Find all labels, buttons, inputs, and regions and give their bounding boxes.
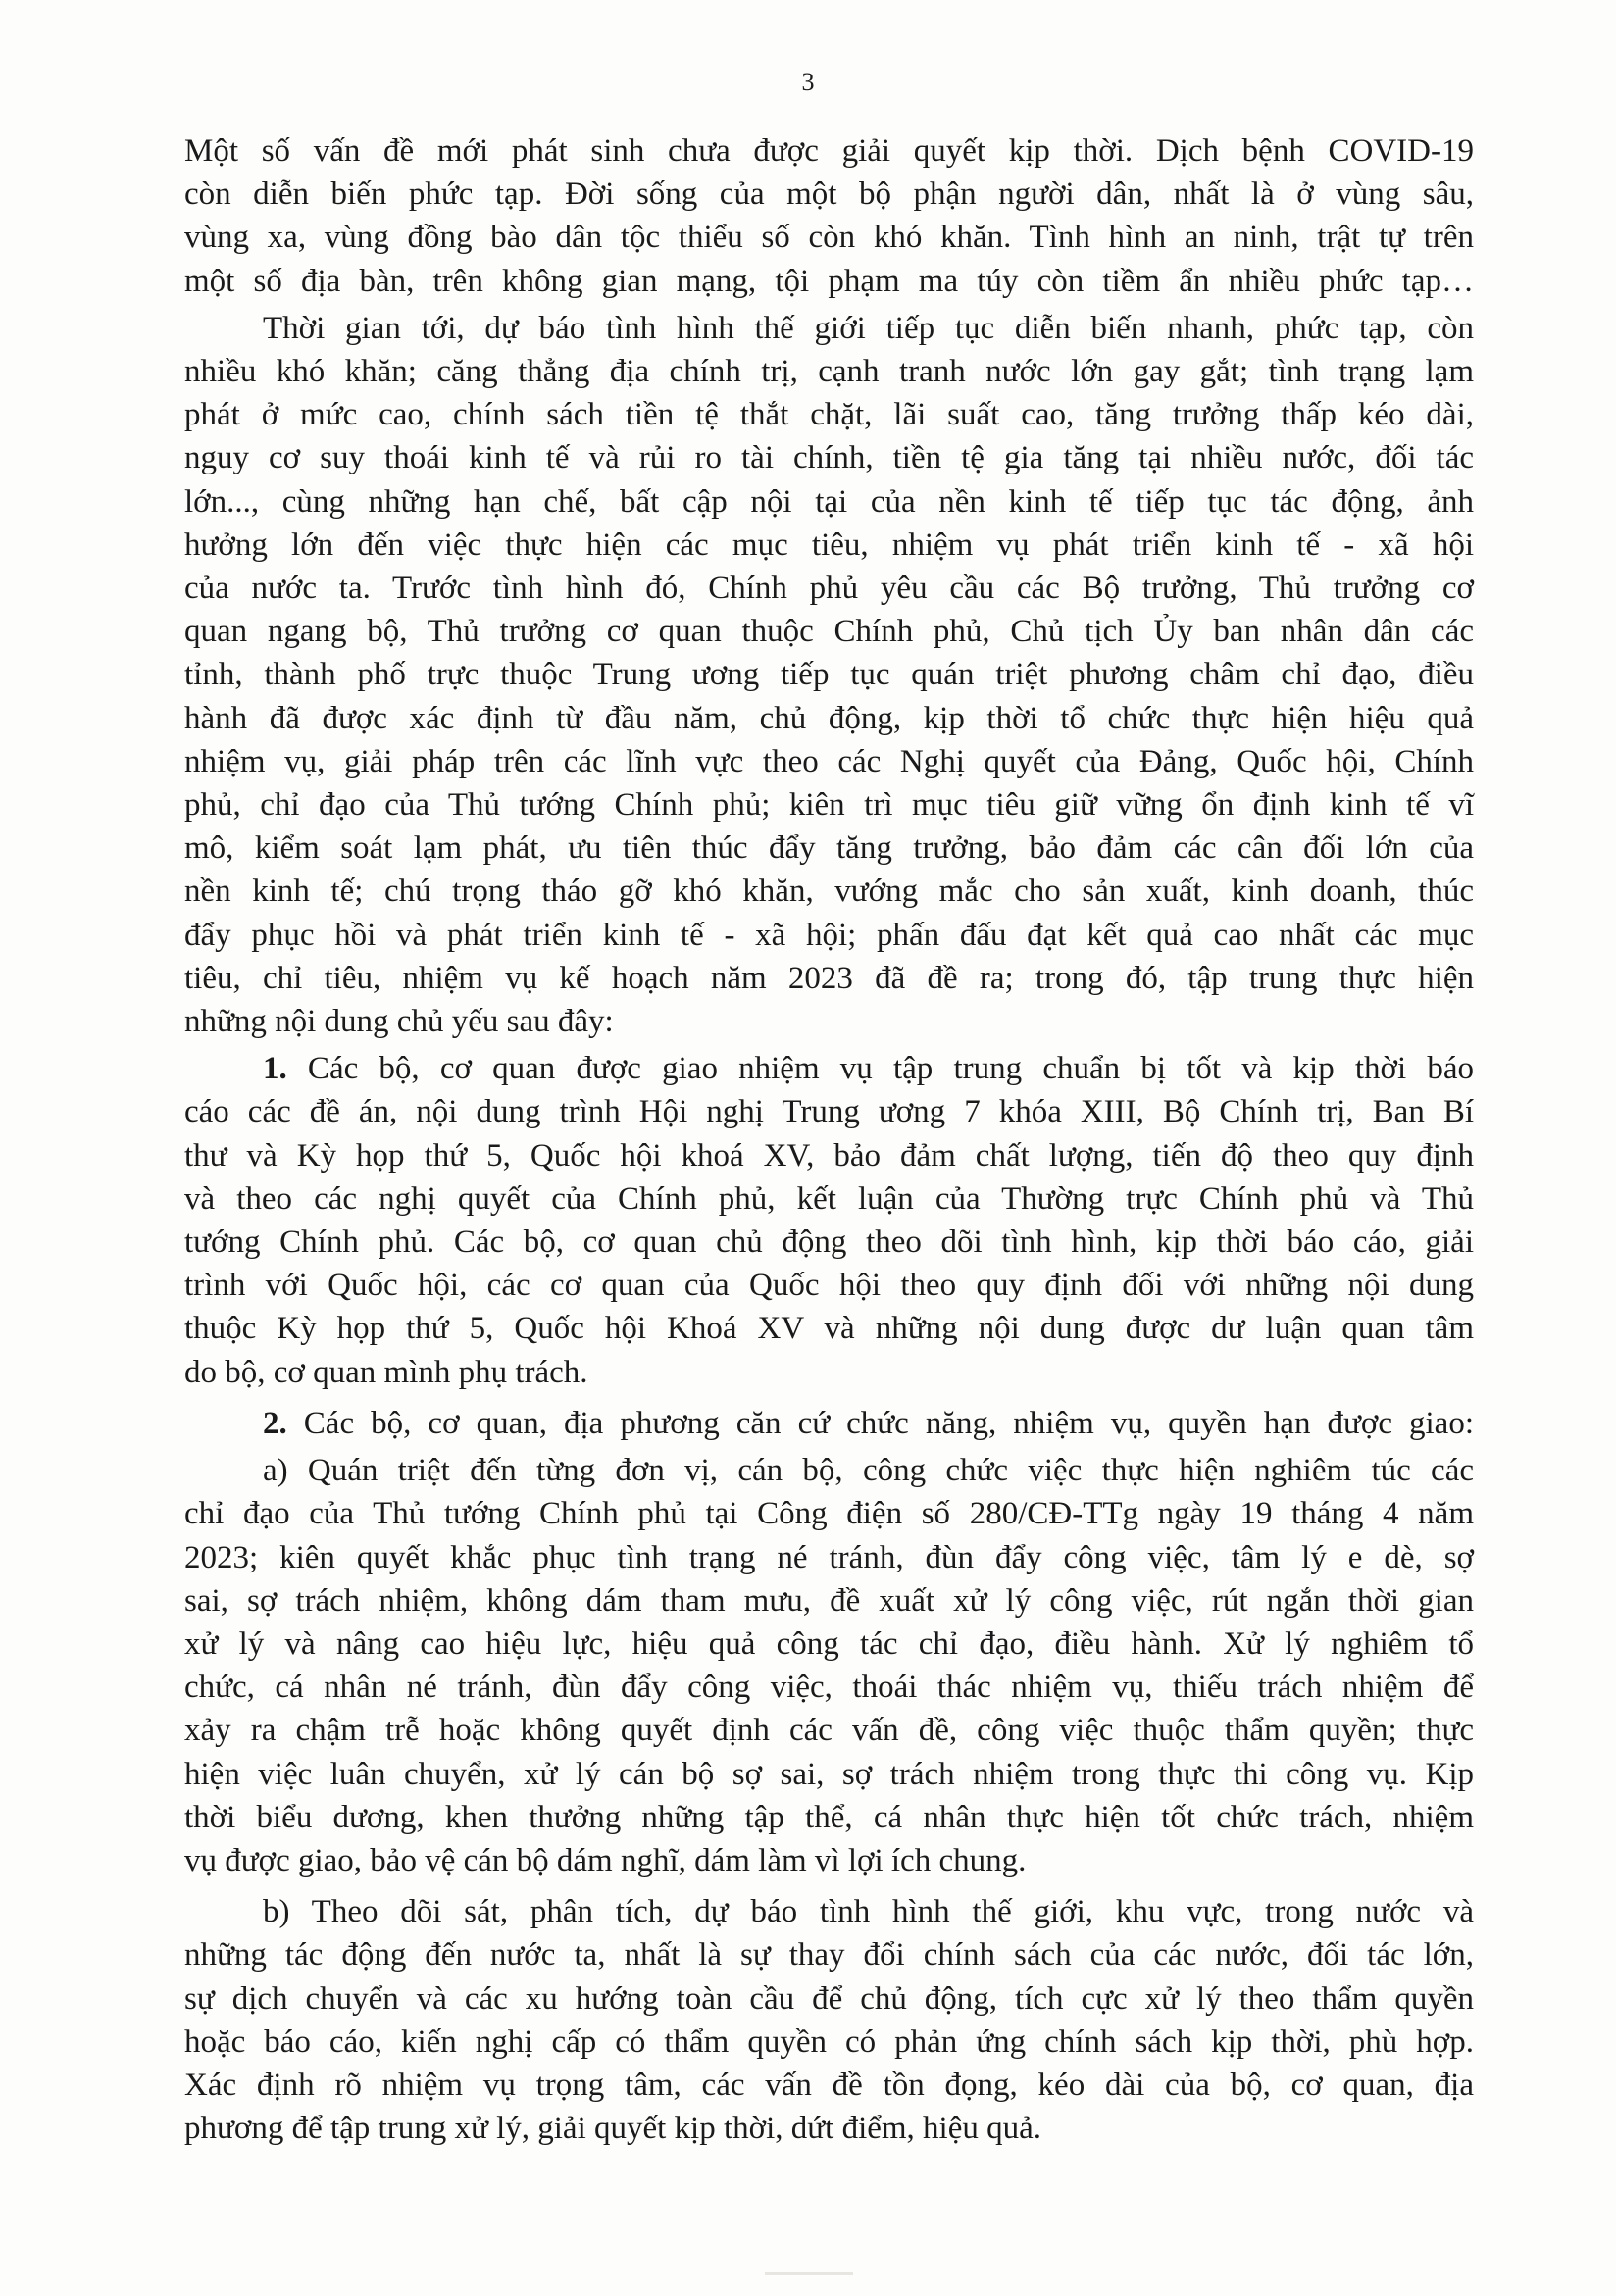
text-line: những nội dung chủ yếu sau đây: xyxy=(184,1004,614,1040)
paragraph-outlook xyxy=(184,307,1474,1043)
text-line: b) Theo dõi sát, phân tích, dự báo tình hình thế giới, khu vực, trong nước và xyxy=(263,1894,1474,1930)
text-line: Xác định rõ nhiệm vụ trọng tâm, các vấn đề tồn đọng, kéo dài của bộ, cơ quan, địa xyxy=(184,2067,1474,2103)
text-line: a) Quán triệt đến từng đơn vị, cán bộ, công chức việc thực hiện nghiêm túc các xyxy=(263,1453,1474,1489)
text-line: phát ở mức cao, chính sách tiền tệ thắt chặt, lãi suất cao, tăng trưởng thấp kéo dài, xyxy=(184,397,1474,433)
text-line: hiện việc luân chuyển, xử lý cán bộ sợ sai, sợ trách nhiệm trong thực thi công vụ. Kịp xyxy=(184,1756,1474,1792)
text-line: quan ngang bộ, Thủ trưởng cơ quan thuộc Chính phủ, Chủ tịch Ủy ban nhân dân các xyxy=(184,614,1474,650)
text-line: Thời gian tới, dự báo tình hình thế giới tiếp tục diễn biến nhanh, phức tạp, còn xyxy=(263,310,1474,346)
text-line: sự dịch chuyển và các xu hướng toàn cầu để chủ động, tích cực xử lý theo thẩm quyền xyxy=(184,1980,1474,2017)
text-line: tiêu, chỉ tiêu, nhiệm vụ kế hoạch năm 2023 đã đề ra; trong đó, tập trung thực hiện xyxy=(184,960,1474,996)
text-line: trình với Quốc hội, các cơ quan của Quốc hội theo quy định đối với những nội dung xyxy=(184,1268,1474,1304)
text-line: Một số vấn đề mới phát sinh chưa được giải quyết kịp thời. Dịch bệnh COVID-19 xyxy=(184,133,1474,169)
text-run: Các bộ, cơ quan, địa phương căn cứ chức năng, nhiệm vụ, quyền hạn được giao: xyxy=(286,1405,1474,1441)
text-line: hoặc báo cáo, kiến nghị cấp có thẩm quyền có phản ứng chính sách kịp thời, phù hợp. xyxy=(184,2023,1474,2060)
text-line: lớn..., cùng những hạn chế, bất cập nội tại của nền kinh tế tiếp tục tác động, ảnh xyxy=(184,483,1474,520)
text-line: thư và Kỳ họp thứ 5, Quốc hội khoá XV, bảo đảm chất lượng, tiến độ theo quy định xyxy=(184,1137,1474,1173)
text-line: còn diễn biến phức tạp. Đời sống của một bộ phận người dân, nhất là ở vùng sâu, xyxy=(184,176,1474,213)
text-line: tỉnh, thành phố trực thuộc Trung ương tiếp tục quán triệt phương châm chỉ đạo, điều xyxy=(184,657,1474,693)
text-line: cáo các đề án, nội dung trình Hội nghị Trung ương 7 khóa XIII, Bộ Chính trị, Ban Bí xyxy=(184,1094,1474,1130)
text-line: nền kinh tế; chú trọng tháo gỡ khó khăn, vướng mắc cho sản xuất, kinh doanh, thúc xyxy=(184,873,1474,910)
paragraph-item-2a xyxy=(184,1449,1474,1882)
text-line: của nước ta. Trước tình hình đó, Chính phủ yêu cầu các Bộ trưởng, Thủ trưởng cơ xyxy=(184,571,1474,607)
text-line: vụ được giao, bảo vệ cán bộ dám nghĩ, dám làm vì lợi ích chung. xyxy=(184,1842,1027,1878)
text-line: chức, cá nhân né tránh, đùn đẩy công việc, thoái thác nhiệm vụ, thiếu trách nhiệm để xyxy=(184,1670,1474,1706)
text-line: xử lý và nâng cao hiệu lực, hiệu quả công tác chỉ đạo, điều hành. Xử lý nghiêm tổ xyxy=(184,1625,1474,1662)
text-line: vùng xa, vùng đồng bào dân tộc thiểu số còn khó khăn. Tình hình an ninh, trật tự trên xyxy=(184,220,1474,256)
text-line: hành đã được xác định từ đầu năm, chủ động, kịp thời tổ chức thực hiện hiệu quả xyxy=(184,700,1474,736)
paragraph-item-2 xyxy=(184,1402,1474,1445)
text-line: tướng Chính phủ. Các bộ, cơ quan chủ động theo dõi tình hình, kịp thời báo cáo, giải xyxy=(184,1224,1474,1261)
text-line: xảy ra chậm trễ hoặc không quyết định các vấn đề, công việc thuộc thẩm quyền; thực xyxy=(184,1713,1474,1749)
item-number: 1. xyxy=(263,1051,287,1087)
text-line: do bộ, cơ quan mình phụ trách. xyxy=(184,1354,588,1390)
text-line: những tác động đến nước ta, nhất là sự thay đổi chính sách của các nước, đối tác lớn, xyxy=(184,1937,1474,1973)
text-line: một số địa bàn, trên không gian mạng, tội phạm ma túy còn tiềm ẩn nhiều phức tạp… xyxy=(184,263,1474,299)
text-line: 2023; kiên quyết khắc phục tình trạng né tránh, đùn đẩy công việc, tâm lý e dè, sợ xyxy=(184,1539,1474,1575)
text-line: nhiều khó khăn; căng thẳng địa chính trị, cạnh tranh nước lớn gay gắt; tình trạng lạm xyxy=(184,354,1474,390)
text-line: chỉ đạo của Thủ tướng Chính phủ tại Công điện số 280/CĐ-TTg ngày 19 tháng 4 năm xyxy=(184,1496,1474,1532)
paragraph-item-2b xyxy=(184,1890,1474,2150)
text-line: hưởng lớn đến việc thực hiện các mục tiêu, nhiệm vụ phát triển kinh tế - xã hội xyxy=(184,526,1474,563)
text-line xyxy=(184,1047,1474,1090)
text-line: phương để tập trung xử lý, giải quyết kịp thời, dứt điểm, hiệu quả. xyxy=(184,2111,1042,2147)
text-line: phủ, chỉ đạo của Thủ tướng Chính phủ; kiên trì mục tiêu giữ vững ổn định kinh tế vĩ xyxy=(184,787,1474,824)
text-run: Các bộ, cơ quan được giao nhiệm vụ tập trung chuẩn bị tốt và kịp thời báo xyxy=(286,1051,1474,1087)
text-line: đẩy phục hồi và phát triển kinh tế - xã hội; phấn đấu đạt kết quả cao nhất các mục xyxy=(184,917,1474,953)
page-number: 3 xyxy=(801,68,815,96)
paragraph-continuation xyxy=(184,129,1474,303)
text-line: nguy cơ suy thoái kinh tế và rủi ro tài chính, tiền tệ gia tăng tại nhiều nước, đối tác xyxy=(184,440,1474,476)
paragraph-item-1 xyxy=(184,1047,1474,1394)
text-line: và theo các nghị quyết của Chính phủ, kết luận của Thường trực Chính phủ và Thủ xyxy=(184,1180,1474,1217)
text-line xyxy=(184,1402,1474,1445)
text-line: sai, sợ trách nhiệm, không dám tham mưu, đề xuất xử lý công việc, rút ngắn thời gian xyxy=(184,1582,1474,1619)
document-body xyxy=(184,129,1474,2150)
item-number: 2. xyxy=(263,1405,287,1441)
text-line: thuộc Kỳ họp thứ 5, Quốc hội Khoá XV và những nội dung được dư luận quan tâm xyxy=(184,1311,1474,1347)
scan-artifact xyxy=(765,2272,853,2275)
text-line: mô, kiểm soát lạm phát, ưu tiên thúc đẩy tăng trưởng, bảo đảm các cân đối lớn của xyxy=(184,830,1474,867)
text-line: thời biểu dương, khen thưởng những tập thể, cá nhân thực hiện tốt chức trách, nhiệm xyxy=(184,1799,1474,1835)
text-line: nhiệm vụ, giải pháp trên các lĩnh vực theo các Nghị quyết của Đảng, Quốc hội, Chính xyxy=(184,743,1474,779)
